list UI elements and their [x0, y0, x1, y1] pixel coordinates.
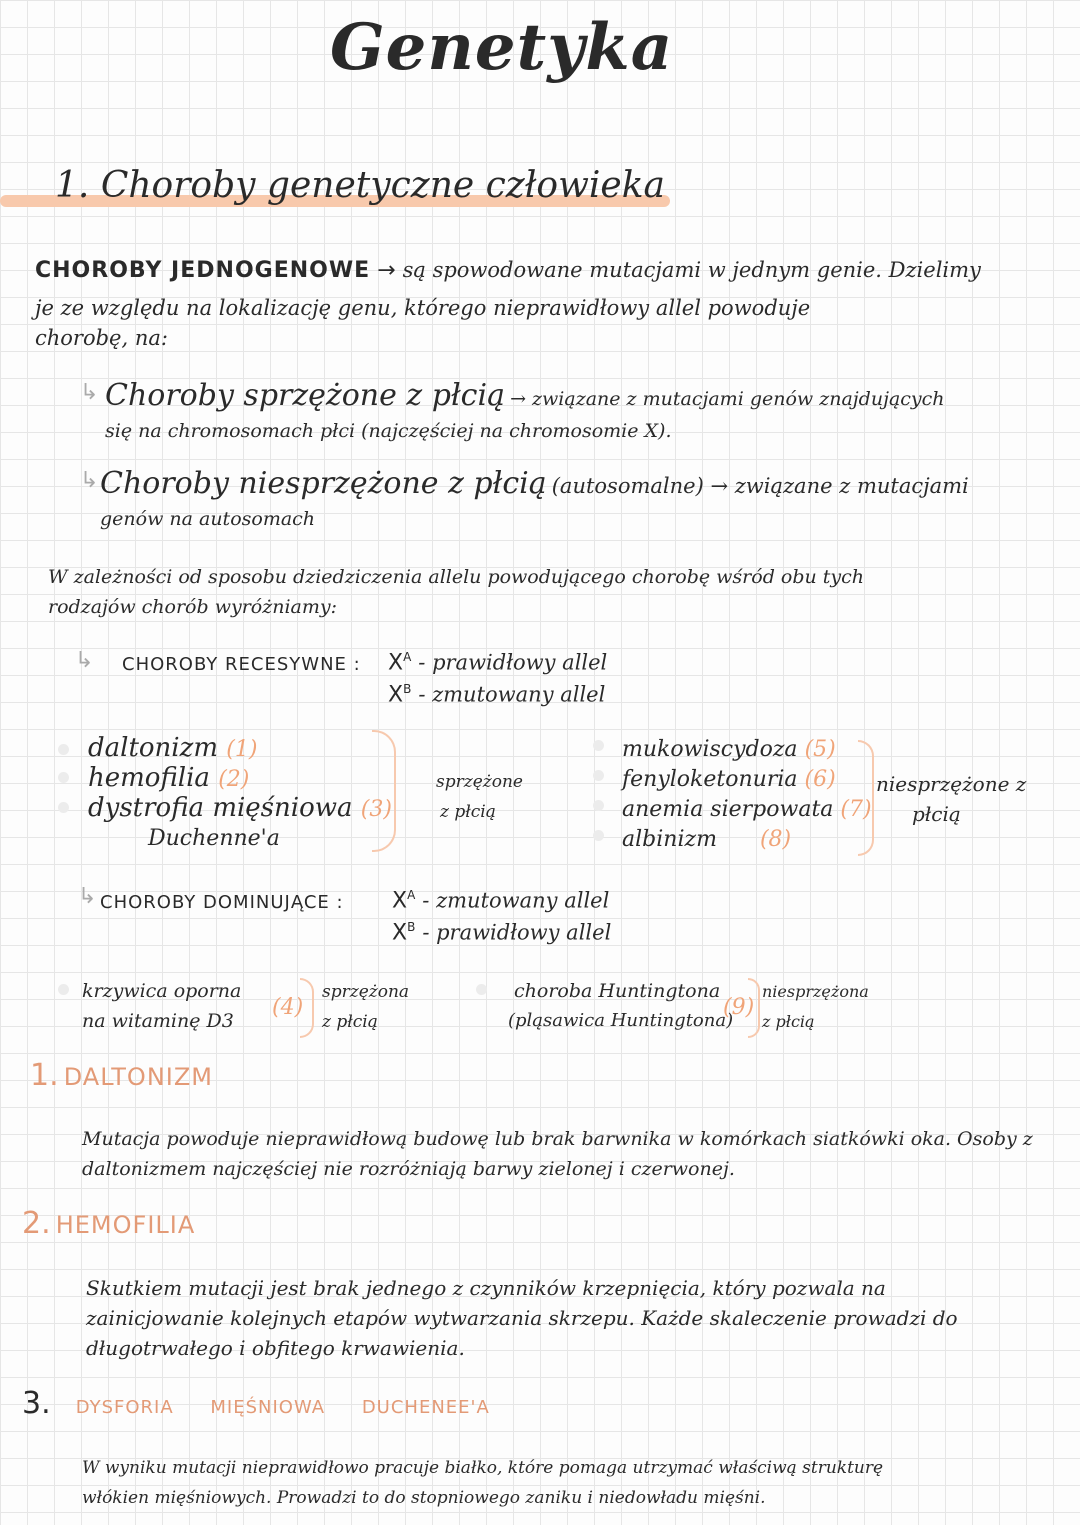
heading-title: DALTONIZM — [63, 1063, 213, 1091]
heading-title: HEMOFILIA — [55, 1211, 196, 1239]
inheritance-line-1: W zależności od sposobu dziedziczenia allelu powodującego chorobę wśród obu tych — [48, 566, 865, 588]
recessive-xb-sup: B — [403, 682, 412, 696]
recessive-xa-symbol: X — [388, 650, 404, 676]
bullet-icon — [593, 770, 604, 781]
dominant-xb-desc: - prawidłowy allel — [422, 920, 612, 945]
recessive-xb-desc: - zmutowany allel — [418, 682, 606, 707]
list-item: choroba Huntingtona — [514, 980, 721, 1002]
dominant-xb — [392, 920, 611, 945]
bullet-icon — [58, 744, 69, 755]
heading-number: 3. — [22, 1386, 51, 1421]
group-label: z płcią — [440, 802, 496, 822]
list-item: fenyloketonuria (6) — [622, 767, 836, 792]
dominant-xa — [392, 888, 609, 913]
list-item: na witaminę D3 — [82, 1010, 234, 1032]
item-number: (9) — [723, 995, 755, 1020]
heading-title: DYSFORIA MIĘŚNIOWA DUCHENEE'A — [75, 1397, 490, 1418]
sub2-line-1 — [100, 466, 969, 501]
section-number: 1. — [55, 165, 90, 206]
recessive-xa-sup: A — [403, 650, 412, 664]
daltonizm-text-2: daltonizmem najczęściej nie rozróżniają barwy zielonej i czerwonej. — [82, 1158, 735, 1180]
inheritance-line-2: rodzajów chorób wyróżniamy: — [48, 596, 338, 618]
intro-term: CHOROBY JEDNOGENOWE — [35, 258, 371, 283]
sub1-text-1: → związane z mutacjami genów znajdujących — [510, 388, 945, 410]
group-label: z płcią — [762, 1012, 815, 1031]
group-label: niesprzężona — [762, 982, 869, 1001]
recessive-xa-desc: - prawidłowy allel — [418, 650, 608, 675]
sub1-line-1 — [105, 378, 945, 413]
group-label: płcią — [912, 802, 961, 826]
bullet-icon — [593, 740, 604, 751]
list-item: albinizm (8) — [622, 827, 792, 852]
hemofilia-text-1: Skutkiem mutacji jest brak jednego z czynników krzepnięcia, który pozwala na — [86, 1276, 886, 1300]
daltonizm-text-1: Mutacja powoduje nieprawidłową budowę lub brak barwnika w komórkach siatkówki oka. Osoby z — [82, 1128, 1033, 1150]
item-number: (4) — [272, 995, 304, 1020]
intro-line-2: je ze względu na lokalizację genu, którego nieprawidłowy allel powoduje — [35, 296, 811, 320]
intro-line-3: chorobę, na: — [35, 326, 168, 350]
dominant-xa-symbol: X — [392, 888, 408, 914]
list-item: dystrofia mięśniowa (3) — [88, 793, 392, 823]
arrow-icon: ↳ — [80, 468, 99, 493]
sub2-text-1: (autosomalne) → związane z mutacjami — [551, 474, 969, 498]
intro-text-1: są spowodowane mutacjami w jednym genie. Dzielimy — [402, 258, 981, 282]
heading-hemofilia — [22, 1206, 195, 1241]
sub2-label: Choroby niesprzężone z płcią — [100, 466, 547, 501]
dominant-xb-sup: B — [407, 920, 416, 934]
hemofilia-text-2: zainicjowanie kolejnych etapów wytwarzania skrzepu. Każde skaleczenie prowadzi do — [86, 1306, 958, 1330]
list-item: mukowiscydoza (5) — [622, 737, 836, 762]
heading-number: 1. — [30, 1058, 59, 1093]
intro-arrow: → — [377, 258, 396, 283]
bullet-icon — [58, 802, 69, 813]
arrow-icon: ↳ — [78, 884, 97, 909]
list-item: (pląsawica Huntingtona) — [508, 1010, 734, 1031]
section-title-text: Choroby genetyczne człowieka — [100, 165, 666, 206]
bullet-icon — [58, 772, 69, 783]
heading-daltonizm — [30, 1058, 213, 1093]
sub1-label: Choroby sprzężone z płcią — [105, 378, 505, 413]
page-title: Genetyka — [330, 10, 674, 85]
sub1-text-2: się na chromosomach płci (najczęściej na chromosomie X). — [105, 420, 672, 442]
dominant-xb-symbol: X — [392, 920, 408, 946]
recessive-xb — [388, 682, 605, 707]
sub2-text-2: genów na autosomach — [100, 508, 316, 530]
heading-number: 2. — [22, 1206, 51, 1241]
list-item: Duchenne'a — [148, 826, 280, 851]
recessive-xb-symbol: X — [388, 682, 404, 708]
brace-icon — [372, 730, 396, 852]
dystrofia-text-2: włókien mięśniowych. Prowadzi to do stopniowego zaniku i niedowładu mięśni. — [82, 1488, 766, 1508]
bullet-icon — [476, 984, 487, 995]
recessive-xa — [388, 650, 607, 675]
arrow-icon: ↳ — [75, 648, 94, 673]
brace-icon — [858, 740, 874, 856]
hemofilia-text-3: długotrwałego i obfitego krwawienia. — [86, 1336, 465, 1360]
list-item: daltonizm (1) — [88, 733, 258, 763]
section-title — [55, 165, 665, 206]
bullet-icon — [593, 800, 604, 811]
group-label: sprzężone — [436, 772, 523, 792]
dominant-xa-desc: - zmutowany allel — [422, 888, 610, 913]
brace-icon — [748, 978, 760, 1038]
list-item: hemofilia (2) — [88, 763, 250, 793]
brace-icon — [300, 978, 314, 1038]
heading-dystrofia — [22, 1386, 490, 1421]
list-item: anemia sierpowata (7) — [622, 797, 872, 822]
dominant-label: CHOROBY DOMINUJĄCE : — [100, 892, 344, 913]
group-label: sprzężona — [322, 982, 410, 1002]
group-label: niesprzężone z — [876, 772, 1027, 796]
intro-line-1 — [35, 258, 981, 283]
dominant-xa-sup: A — [407, 888, 416, 902]
bullet-icon — [593, 830, 604, 841]
bullet-icon — [58, 984, 69, 995]
list-item: krzywica oporna — [82, 980, 242, 1002]
arrow-icon: ↳ — [80, 380, 99, 405]
dystrofia-text-1: W wyniku mutacji nieprawidłowo pracuje białko, które pomaga utrzymać właściwą strukturę — [82, 1458, 884, 1478]
group-label: z płcią — [322, 1012, 378, 1032]
recessive-label: CHOROBY RECESYWNE : — [122, 654, 361, 675]
